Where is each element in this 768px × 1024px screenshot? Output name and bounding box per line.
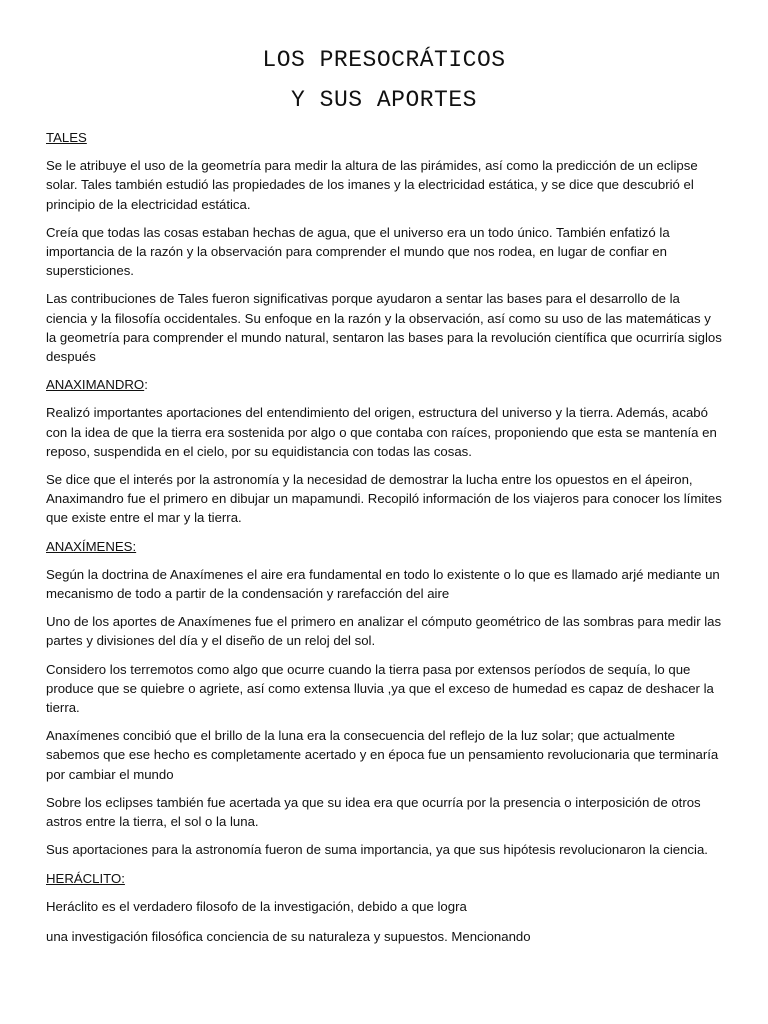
paragraph: Realizó importantes aportaciones del entendimiento del origen, estructura del universo y la tierra. Además, acabó con la idea de que la tierra era sostenida por algo o que contaba con raíces, proponiendo que esta se mantenía en reposo, suspendida en el cielo, por su equidistancia con todas las cosas.: [46, 405, 717, 459]
title-line-2: Y SUS APORTES: [291, 87, 477, 113]
section-heading: [46, 128, 722, 147]
section-heading: [46, 375, 722, 394]
section-heading-text: HERÁCLITO:: [46, 870, 125, 886]
section-tales: [46, 128, 722, 366]
section-anaximenes: [46, 537, 722, 860]
paragraph: Se dice que el interés por la astronomía y la necesidad de demostrar la lucha entre los opuestos en el ápeiron, Anaximandro fue el primero en dibujar un mapamundi. Recopiló información de los viajeros para conocer los límites que existe entre el mar y la tierra.: [46, 472, 722, 526]
section-heading: [46, 869, 722, 888]
section-heading-suffix: :: [144, 377, 148, 393]
paragraph: una investigación filosófica conciencia de su naturaleza y supuestos. Mencionando: [46, 928, 531, 944]
section-heading-text: TALES: [46, 130, 87, 145]
paragraph: Las contribuciones de Tales fueron significativas porque ayudaron a sentar las bases para el desarrollo de la ciencia y la filosofía occidentales. Su enfoque en la razón y la observación, así como su uso de las matemáticas y la geometría para comprender el mundo natural, sentaron las bases para la revolución científica que ocurriría siglos después: [46, 291, 722, 365]
section-anaximandro: [46, 375, 722, 527]
paragraph: Creía que todas las cosas estaban hechas de agua, que el universo era un todo único. También enfatizó la importancia de la razón y la observación para comprender el mundo que nos rodea, en lugar de confiar en supersticiones.: [46, 224, 670, 279]
document-title: [46, 40, 722, 120]
paragraph: Sus aportaciones para la astronomía fueron de suma importancia, ya que sus hipótesis revolucionaron la ciencia.: [46, 842, 708, 858]
paragraph: Heráclito es el verdadero filosofo de la investigación, debido a que logra: [46, 898, 467, 914]
section-heraclito: [46, 869, 722, 947]
document-page: [46, 40, 722, 955]
paragraph: Se le atribuye el uso de la geometría para medir la altura de las pirámides, así como la predicción de un eclipse solar. Tales también estudió las propiedades de los imanes y la electricidad estática, y se dice que descubrió el principio de la electricidad estática.: [46, 158, 698, 212]
paragraph: Sobre los eclipses también fue acertada ya que su idea era que ocurría por la presencia o interposición de otros astros entre la tierra, el sol o la luna.: [46, 794, 701, 830]
section-heading: [46, 537, 722, 556]
section-heading-text: ANAXIMANDRO: [46, 377, 145, 393]
paragraph: Anaxímenes concibió que el brillo de la luna era la consecuencia del reflejo de la luz solar; que actualmente sabemos que ese hecho es completamente acertado y en época fue un pensamiento revolucionaria que terminaría por cambiar el mundo: [46, 728, 719, 782]
title-line-1: LOS PRESOCRÁTICOS: [262, 47, 506, 73]
paragraph: Uno de los aportes de Anaxímenes fue el primero en analizar el cómputo geométrico de las sombras para medir las partes y divisiones del día y el diseño de un reloj del sol.: [46, 614, 722, 649]
section-heading-text: ANAXÍMENES:: [46, 538, 137, 554]
paragraph: Según la doctrina de Anaxímenes el aire era fundamental en todo lo existente o lo que es llamado arjé mediante un mecanismo de todo a partir de la condensación y rarefacción del aire: [46, 566, 720, 602]
paragraph: Considero los terremotos como algo que ocurre cuando la tierra pasa por extensos períodos de sequía, lo que produce que se quiebre o agriete, así como extensa lluvia ,ya que el exceso de humedad es capaz de deshacer la tierra.: [46, 661, 714, 716]
